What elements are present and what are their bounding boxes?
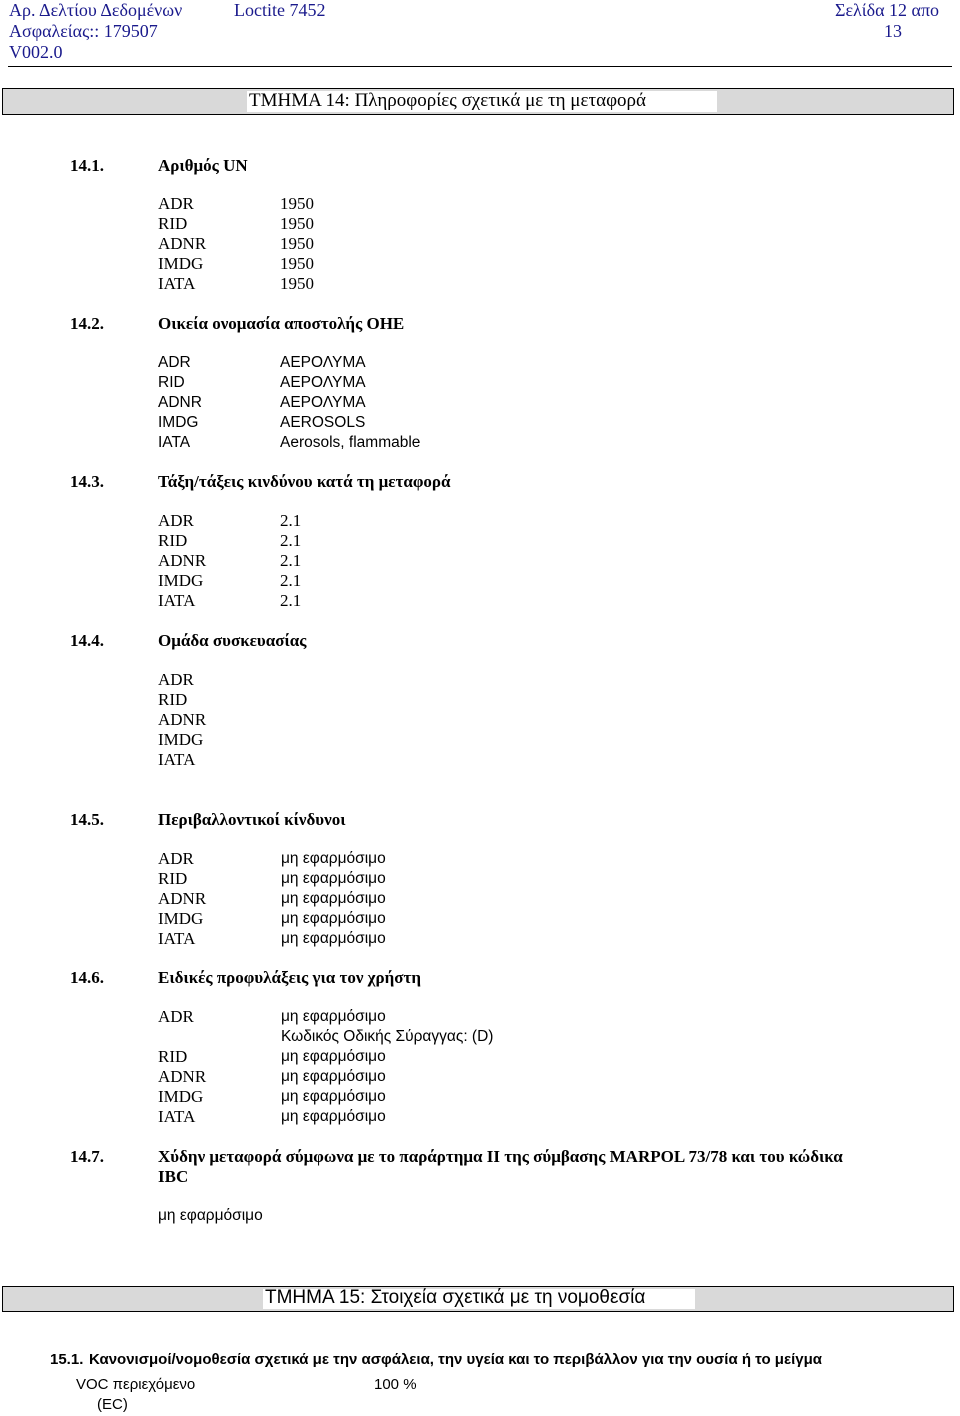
subsection-title: Κανονισμοί/νομοθεσία σχετικά με την ασφάλεια, την υγεία και το περιβάλλον για την ουσία ή το μείγμα <box>89 1351 822 1368</box>
transport-values-class <box>280 511 301 611</box>
row-label: IATA <box>158 274 196 293</box>
subsection-number: 14.6. <box>70 968 104 987</box>
row-label: RID <box>158 531 188 550</box>
row-value: ΑΕΡΟΛΥΜΑ <box>280 354 366 371</box>
row-value: 2.1 <box>280 531 302 550</box>
page-label: Σελίδα 12 απο <box>835 0 940 20</box>
row-value: AEROSOLS <box>280 414 366 431</box>
transport-values-env <box>281 849 386 949</box>
subsection-title: Οικεία ονομασία αποστολής ΟΗΕ <box>158 314 405 333</box>
transport-rows-user <box>158 1007 206 1127</box>
subsection-number: 14.4. <box>70 631 104 650</box>
subsection-number: 14.7. <box>70 1147 104 1166</box>
row-value: 1950 <box>280 194 314 213</box>
row-value: ΑΕΡΟΛΥΜΑ <box>280 374 366 391</box>
voc-label: VOC περιεχόμενο <box>76 1376 196 1393</box>
subsection-number: 14.3. <box>70 472 104 491</box>
section15-title: ΤΜΗΜΑ 15: Στοιχεία σχετικά με τη νομοθεσία <box>265 1287 646 1308</box>
row-label: IATA <box>158 750 196 769</box>
row-value: μη εφαρμόσιμο <box>281 1008 386 1025</box>
subsection-title: Ειδικές προφυλάξεις για τον χρήστη <box>158 968 422 987</box>
row-value: μη εφαρμόσιμο <box>281 1108 386 1125</box>
product-name: Loctite 7452 <box>234 0 326 20</box>
row-value: Aerosols, flammable <box>280 434 421 451</box>
section14-title: ΤΜΗΜΑ 14: Πληροφορίες σχετικά με τη μεταφορά <box>249 90 646 111</box>
subsection-number: 15.1. <box>50 1351 84 1368</box>
section15-band <box>2 1286 954 1312</box>
voc-sub: (EC) <box>97 1396 128 1413</box>
row-label: IATA <box>158 1107 196 1126</box>
transport-rows-un <box>158 194 206 294</box>
subsection-title: Περιβαλλοντικοί κίνδυνοι <box>158 810 346 829</box>
row-label: ADR <box>158 849 194 868</box>
row-value: 2.1 <box>280 591 302 610</box>
row-value: μη εφαρμόσιμο <box>281 890 386 907</box>
transport-rows-class <box>158 511 206 611</box>
transport-rows-name <box>158 353 202 453</box>
row-label: ADNR <box>158 234 207 253</box>
row-label: ADR <box>158 511 194 530</box>
row-value: 1950 <box>280 254 314 273</box>
row-label: IMDG <box>158 254 204 273</box>
row-label: RID <box>158 869 188 888</box>
row-label: IATA <box>158 434 191 451</box>
row-value: μη εφαρμόσιμο <box>281 910 386 927</box>
transport-values-name <box>280 353 420 453</box>
row-label: ADNR <box>158 889 207 908</box>
row-value: ΑΕΡΟΛΥΜΑ <box>280 394 366 411</box>
row-label: ADNR <box>158 394 202 411</box>
voc-value: 100 % <box>374 1376 417 1393</box>
row-value: 1950 <box>280 274 314 293</box>
doc-title: Αρ. Δελτίου Δεδομένων <box>9 0 183 20</box>
row-value: 1950 <box>280 214 314 233</box>
row-value: μη εφαρμόσιμο <box>281 850 386 867</box>
page-total: 13 <box>884 21 902 41</box>
row-label: ADNR <box>158 551 207 570</box>
row-label: ADNR <box>158 1067 207 1086</box>
row-value: 2.1 <box>280 511 302 530</box>
row-label <box>158 1027 206 1047</box>
row-value: 2.1 <box>280 571 302 590</box>
transport-values-un <box>280 194 314 294</box>
subsection-number: 14.2. <box>70 314 104 333</box>
row-label: ADR <box>158 194 194 213</box>
row-value: μη εφαρμόσιμο <box>281 870 386 887</box>
row-label: RID <box>158 214 188 233</box>
marpol-value: μη εφαρμόσιμο <box>158 1207 263 1224</box>
row-label: IATA <box>158 591 196 610</box>
row-label: RID <box>158 1047 188 1066</box>
row-value: μη εφαρμόσιμο <box>281 1068 386 1085</box>
row-label: IMDG <box>158 1087 204 1106</box>
tunnel-code: Κωδικός Οδικής Σύραγγας: (D) <box>281 1028 494 1045</box>
row-label: IMDG <box>158 571 204 590</box>
row-value: μη εφαρμόσιμο <box>281 1088 386 1105</box>
row-label: ADR <box>158 1007 194 1026</box>
section14-band <box>2 88 954 115</box>
subsection-title-cont: IBC <box>158 1167 189 1186</box>
row-value: 1950 <box>280 234 314 253</box>
transport-rows-env <box>158 849 206 949</box>
row-label: IMDG <box>158 730 204 749</box>
header-divider <box>8 66 952 67</box>
row-label: ADR <box>158 670 194 689</box>
safety-number: Ασφαλείας:: 179507 <box>9 21 158 41</box>
version-label: V002.0 <box>9 42 63 62</box>
row-label: ADNR <box>158 710 207 729</box>
subsection-title: Τάξη/τάξεις κινδύνου κατά τη μεταφορά <box>158 472 451 491</box>
subsection-title: Ομάδα συσκευασίας <box>158 631 307 650</box>
row-label: RID <box>158 374 185 391</box>
row-value: μη εφαρμόσιμο <box>281 930 386 947</box>
row-value: 2.1 <box>280 551 302 570</box>
row-value: μη εφαρμόσιμο <box>281 1048 386 1065</box>
transport-values-user <box>281 1007 493 1127</box>
row-label: IMDG <box>158 414 199 431</box>
row-label: IMDG <box>158 909 204 928</box>
subsection-number: 14.5. <box>70 810 104 829</box>
subsection-number: 14.1. <box>70 156 104 175</box>
row-label: ADR <box>158 354 191 371</box>
row-label: RID <box>158 690 188 709</box>
subsection-title: Χύδην μεταφορά σύμφωνα με το παράρτημα II της σύμβασης MARPOL 73/78 και του κώδικα <box>158 1147 843 1166</box>
subsection-title: Αριθμός UN <box>158 156 248 175</box>
row-label: IATA <box>158 929 196 948</box>
transport-rows-packing <box>158 670 206 770</box>
